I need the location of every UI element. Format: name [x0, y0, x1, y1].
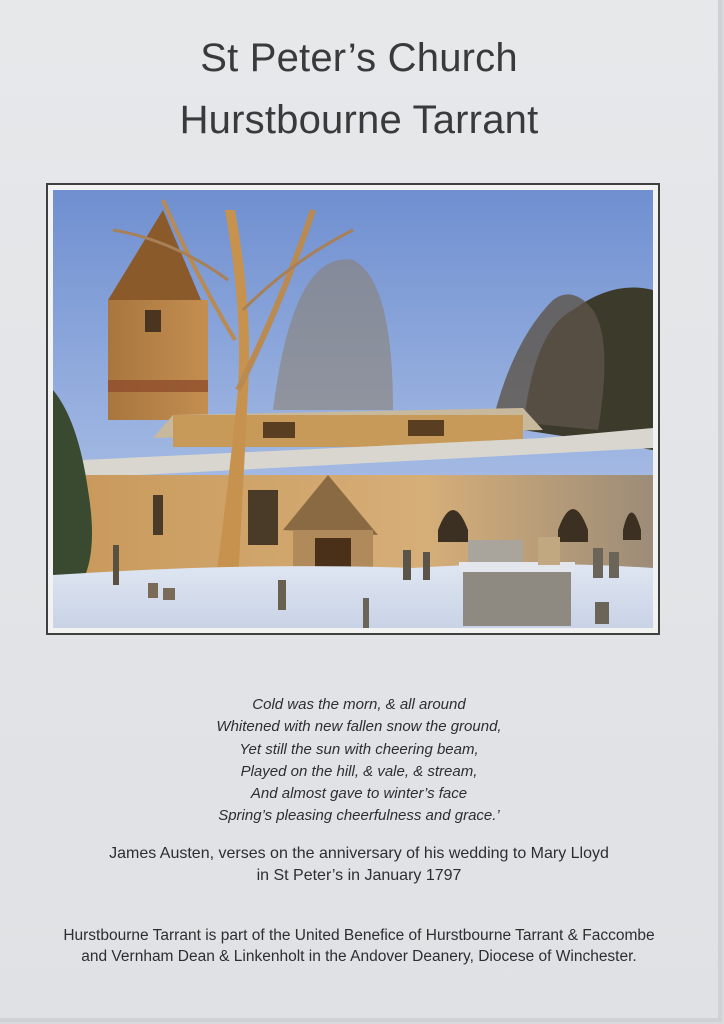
- page-title-line-2: Hurstbourne Tarrant: [179, 98, 539, 142]
- church-in-snow-illustration: [53, 190, 653, 628]
- poem-line: And almost gave to winter’s face: [250, 785, 468, 803]
- page-title-line-1: St Peter’s Church: [200, 36, 518, 80]
- church-photo: [53, 190, 653, 628]
- photo-frame: [46, 183, 660, 635]
- attribution-line-1: James Austen, verses on the anniversary of his wedding to Mary Lloyd: [109, 845, 609, 862]
- poem-line: Whitened with new fallen snow the ground,: [216, 718, 502, 736]
- attribution-line-2: in St Peter’s in January 1797: [256, 866, 462, 884]
- poem-verse: [0, 694, 718, 828]
- poem-attribution: [0, 843, 718, 886]
- benefice-note: [0, 925, 718, 967]
- poem-line: Spring’s pleasing cheerfulness and grace.’: [218, 807, 500, 825]
- benefice-line-2: and Vernham Dean & Linkenholt in the Andover Deanery, Diocese of Winchester.: [81, 948, 637, 965]
- poem-line: Played on the hill, & vale, & stream,: [240, 762, 478, 780]
- poem-line: Cold was the morn, & all around: [252, 696, 466, 713]
- poem-line: Yet still the sun with cheering beam,: [239, 740, 479, 758]
- benefice-line-1: Hurstbourne Tarrant is part of the United Benefice of Hurstbourne Tarrant & Faccombe: [63, 927, 655, 944]
